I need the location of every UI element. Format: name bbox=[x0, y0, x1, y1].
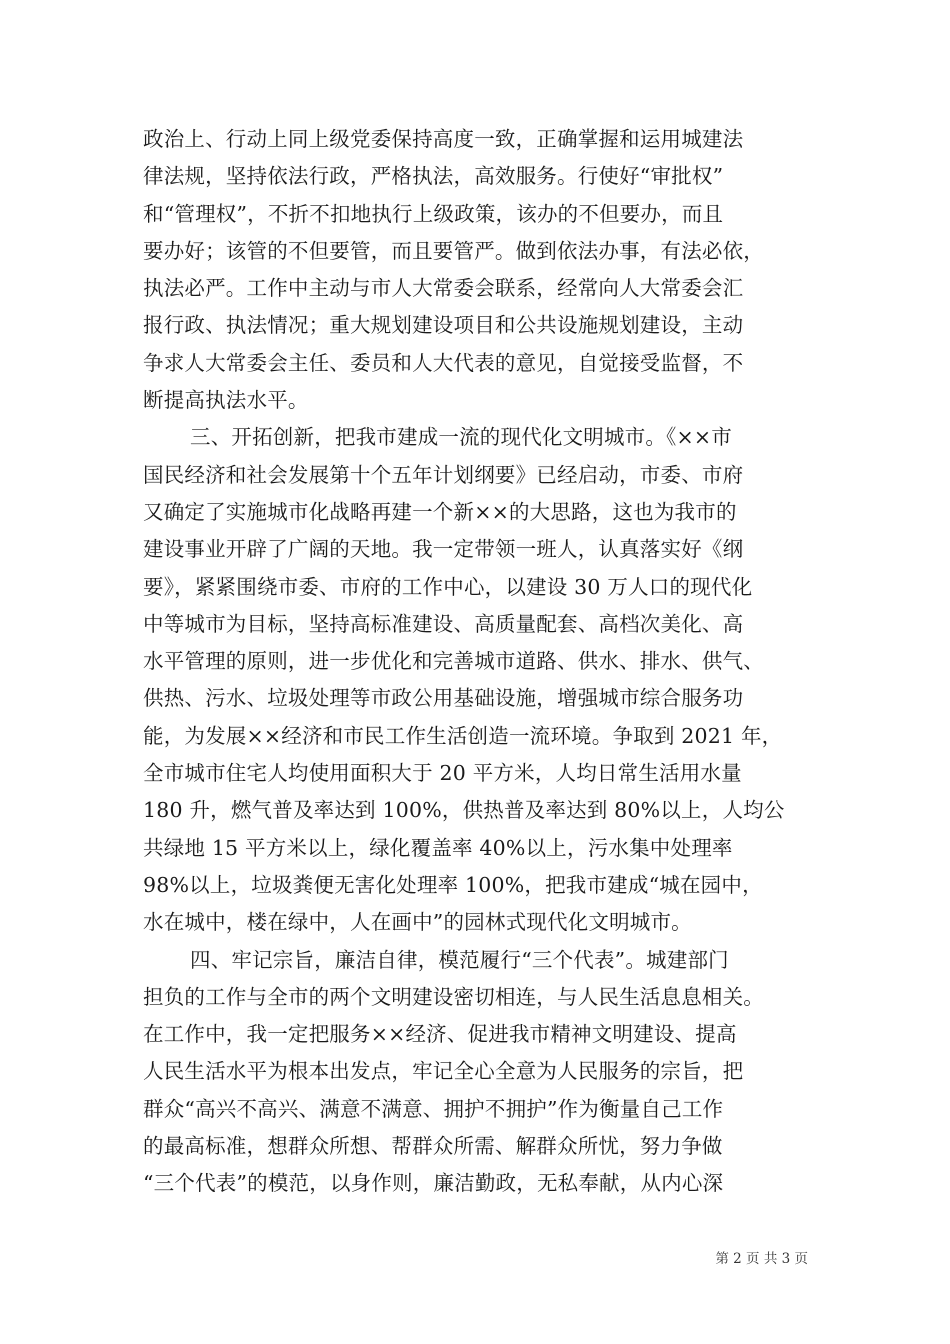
text-line: 断提高执法水平。 bbox=[143, 388, 309, 413]
text-line: 担负的工作与全市的两个文明建设密切相连，与人民生活息息相关。 bbox=[143, 984, 764, 1009]
text-line: 和“管理权”，不折不扣地执行上级政策，该办的不但要办，而且 bbox=[143, 201, 724, 226]
text-line: 群众“高兴不高兴、满意不满意、拥护不拥护”作为衡量自己工作 bbox=[143, 1096, 724, 1121]
page-number-footer: 第 2 页 共 3 页 bbox=[715, 1251, 808, 1267]
text-line: 争求人大常委会主任、委员和人大代表的意见，自觉接受监督，不 bbox=[143, 350, 744, 375]
text-line: 执法必严。工作中主动与市人大常委会联系，经常向人大常委会汇 bbox=[143, 276, 744, 301]
text-line: 水在城中，楼在绿中，人在画中”的园林式现代化文明城市。 bbox=[143, 910, 692, 935]
text-line: 建设事业开辟了广阔的天地。我一定带领一班人，认真落实好《纲 bbox=[143, 537, 744, 562]
paragraph-start-line: 四、牢记宗旨，廉洁自律，模范履行“三个代表”。城建部门 bbox=[190, 947, 729, 972]
text-line: 水平管理的原则，进一步优化和完善城市道路、供水、排水、供气、 bbox=[143, 649, 764, 674]
text-line: 要办好；该管的不但要管，而且要管严。做到依法办事，有法必依， bbox=[143, 238, 764, 263]
text-line: 律法规，坚持依法行政，严格执法，高效服务。行使好“审批权” bbox=[143, 164, 724, 189]
text-line: 180 升，燃气普及率达到 100%，供热普及率达到 80%以上，人均公 bbox=[143, 798, 785, 823]
text-line: 全市城市住宅人均使用面积大于 20 平方米，人均日常生活用水量 bbox=[143, 761, 742, 786]
body-text bbox=[143, 121, 813, 1203]
text-line: 政治上、行动上同上级党委保持高度一致，正确掌握和运用城建法 bbox=[143, 127, 744, 151]
text-line: “三个代表”的模范，以身作则，廉洁勤政，无私奉献，从内心深 bbox=[143, 1171, 724, 1196]
text-line: 供热、污水、垃圾处理等市政公用基础设施，增强城市综合服务功 bbox=[143, 686, 744, 711]
text-line: 要》，紧紧围绕市委、市府的工作中心，以建设 30 万人口的现代化 bbox=[143, 574, 753, 599]
paragraph-start-line: 三、开拓创新，把我市建成一流的现代化文明城市。《××市 bbox=[190, 425, 733, 450]
text-line: 能，为发展××经济和市民工作生活创造一流环境。争取到 2021 年， bbox=[143, 723, 783, 748]
text-line: 人民生活水平为根本出发点，牢记全心全意为人民服务的宗旨，把 bbox=[143, 1059, 744, 1084]
text-line: 的最高标准，想群众所想、帮群众所需、解群众所忧，努力争做 bbox=[143, 1134, 723, 1159]
text-line: 国民经济和社会发展第十个五年计划纲要》已经启动，市委、市府 bbox=[143, 462, 744, 487]
text-line: 报行政、执法情况；重大规划建设项目和公共设施规划建设，主动 bbox=[143, 313, 744, 338]
text-line: 在工作中，我一定把服务××经济、促进我市精神文明建设、提高 bbox=[143, 1022, 737, 1047]
text-line: 98%以上，垃圾粪便无害化处理率 100%，把我市建成“城在园中， bbox=[143, 872, 763, 897]
text-line: 中等城市为目标，坚持高标准建设、高质量配套、高档次美化、高 bbox=[143, 611, 744, 636]
text-line: 又确定了实施城市化战略再建一个新××的大思路，这也为我市的 bbox=[143, 499, 737, 524]
text-line: 共绿地 15 平方米以上，绿化覆盖率 40%以上，污水集中处理率 bbox=[143, 835, 733, 860]
